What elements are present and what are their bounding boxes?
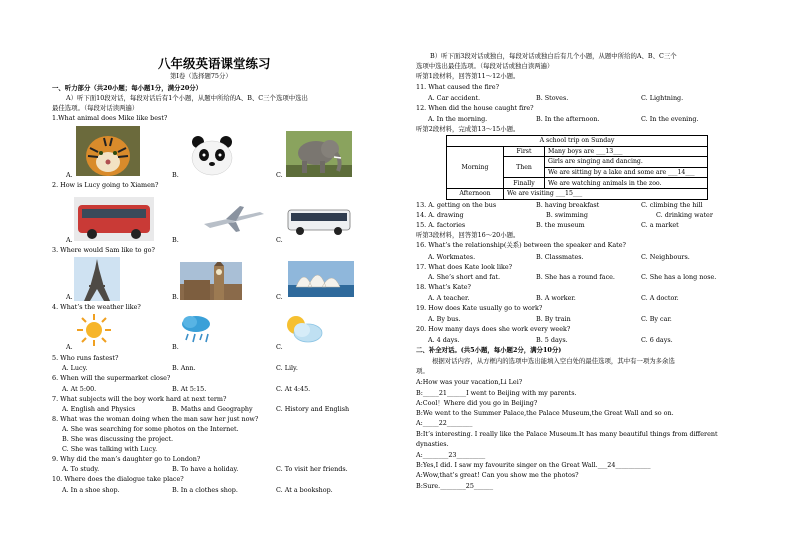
rainy-icon[interactable] bbox=[178, 312, 214, 348]
q14-option-c[interactable]: C. drinking water bbox=[656, 211, 713, 219]
question-12: 12. When did the house caught fire? bbox=[416, 104, 534, 112]
part1-head: 一、听力部分（共20小题；每小题1分，满分20分） bbox=[52, 84, 203, 92]
dialogue-line-1: A:How was your vacation,Li Lei? bbox=[416, 378, 523, 386]
question-3: 3. Where would Sam like to go? bbox=[52, 246, 155, 254]
dialogue-line-6: B:It’s interesting. I really like the Palace Museum.It has many beautiful things from different bbox=[416, 430, 718, 438]
q17-option-b[interactable]: B. She has a round face. bbox=[536, 273, 615, 281]
q10-option-a[interactable]: A. In a shoe shop. bbox=[62, 486, 120, 494]
sunny-icon[interactable] bbox=[76, 313, 112, 347]
dialogue-line-8: B:Yes,I did. I saw my favourite singer on the Great Wall.___24___________ bbox=[416, 461, 651, 469]
q11-option-b[interactable]: B. Stoves. bbox=[536, 94, 569, 102]
q8-option-a[interactable]: A. She was searching for some photos on the Internet. bbox=[62, 425, 239, 433]
table-afternoon-label: Afternoon bbox=[447, 188, 504, 199]
q7-option-a[interactable]: A. English and Physics bbox=[62, 405, 136, 413]
q19-option-c[interactable]: C. By car. bbox=[641, 315, 672, 323]
q4-option-a[interactable]: A. bbox=[66, 343, 73, 351]
question-9: 9. Why did the man’s daughter go to London? bbox=[52, 455, 201, 463]
q2-option-c[interactable]: C. bbox=[276, 236, 283, 244]
q17-option-a[interactable]: A. She’s short and fat. bbox=[428, 273, 501, 281]
q4-option-c[interactable]: C. bbox=[276, 343, 283, 351]
material-2-head: 听第2段材料，完成第13～15小题。 bbox=[416, 125, 520, 133]
q10-option-b[interactable]: B. In a clothes shop. bbox=[172, 486, 238, 494]
question-4: 4. What’s the weather like? bbox=[52, 303, 141, 311]
q18-option-c[interactable]: C. A doctor. bbox=[641, 294, 679, 302]
q15-option-a[interactable]: 15. A. factories bbox=[416, 221, 466, 229]
question-19: 19. How does Kate usually go to work? bbox=[416, 304, 543, 312]
q10-option-c[interactable]: C. At a bookshop. bbox=[276, 486, 333, 494]
partB-instruction-2: 选项中选出最佳选项。（每段对话或独白读两遍） bbox=[416, 62, 554, 70]
q3-option-c[interactable]: C. bbox=[276, 293, 283, 301]
q3-option-b[interactable]: B. bbox=[172, 293, 179, 301]
part2-instruction: 根据对话内容，从方框内的选项中选出能填入空白处的最佳选项，其中有一项为多余选 bbox=[432, 357, 675, 365]
q15-option-c[interactable]: C. a market bbox=[641, 221, 679, 229]
page-title: 八年级英语课堂练习 bbox=[158, 56, 271, 71]
q12-option-c[interactable]: C. In the evening. bbox=[641, 115, 699, 123]
q18-option-b[interactable]: B. A worker. bbox=[536, 294, 576, 302]
q1-option-b[interactable]: B. bbox=[172, 171, 179, 179]
partA-instruction: A）听下面10段对话，每段对话后有1个小题，从题中所给的A、B、C三个选项中选出 bbox=[66, 94, 308, 102]
q2-option-b[interactable]: B. bbox=[172, 236, 179, 244]
big-ben-photo[interactable] bbox=[180, 262, 242, 300]
question-2: 2. How is Lucy going to Xiamen? bbox=[52, 181, 159, 189]
q13-option-c[interactable]: C. climbing the hill bbox=[641, 201, 703, 209]
q20-option-a[interactable]: A. 4 days. bbox=[428, 336, 460, 344]
q9-option-c[interactable]: C. To visit her friends. bbox=[276, 465, 348, 473]
q11-option-c[interactable]: C. Lightning. bbox=[641, 94, 684, 102]
q2-option-a[interactable]: A. bbox=[66, 236, 73, 244]
dialogue-line-5: A:_____22________ bbox=[416, 419, 473, 427]
q16-option-b[interactable]: B. Classmates. bbox=[536, 253, 584, 261]
tour-bus-photo[interactable] bbox=[286, 206, 352, 236]
table-morning-label: Morning bbox=[447, 146, 504, 188]
table-afternoon-cell: We are visiting ___15___ bbox=[504, 188, 708, 199]
q12-option-a[interactable]: A. In the morning. bbox=[428, 115, 488, 123]
q19-option-a[interactable]: A. By bus. bbox=[428, 315, 461, 323]
opera-house-photo[interactable] bbox=[288, 261, 354, 297]
part2-head: 二、补全对话。(共5小题，每小题2分，满分10分) bbox=[416, 346, 562, 354]
q6-option-b[interactable]: B. At 5:15. bbox=[172, 385, 207, 393]
q5-option-a[interactable]: A. Lucy. bbox=[62, 364, 88, 372]
panda-photo[interactable] bbox=[182, 134, 242, 178]
part2-instruction-2: 项。 bbox=[416, 367, 429, 375]
question-16: 16. What’s the relationship(关系) between the speaker and Kate? bbox=[416, 241, 626, 249]
q12-option-b[interactable]: B. In the afternoon. bbox=[536, 115, 600, 123]
q5-option-c[interactable]: C. Lily. bbox=[276, 364, 298, 372]
q9-option-a[interactable]: A. To study. bbox=[62, 465, 100, 473]
table-first-label: First bbox=[504, 146, 545, 157]
section-head: 第Ⅰ卷（选择题75分） bbox=[170, 72, 232, 80]
table-first-cell: Many boys are ___13___ bbox=[545, 146, 708, 157]
material-1-head: 听第1段材料，回答第11～12小题。 bbox=[416, 72, 520, 80]
q1-option-a[interactable]: A. bbox=[66, 171, 73, 179]
question-7: 7. What subjects will the boy work hard at next term? bbox=[52, 395, 227, 403]
q18-option-a[interactable]: A. A teacher. bbox=[428, 294, 470, 302]
question-11: 11. What caused the fire? bbox=[416, 83, 500, 91]
question-8: 8. What was the woman doing when the man saw her just now? bbox=[52, 415, 259, 423]
q17-option-c[interactable]: C. She has a long nose. bbox=[641, 273, 717, 281]
q8-option-c[interactable]: C. She was talking with Lucy. bbox=[62, 445, 158, 453]
q20-option-b[interactable]: B. 5 days. bbox=[536, 336, 568, 344]
question-1: 1.What animal does Mike like best? bbox=[52, 114, 168, 122]
dialogue-line-3: A:Cool！Where did you go in Beijing? bbox=[416, 399, 538, 407]
q16-option-c[interactable]: C. Neighbours. bbox=[641, 253, 690, 261]
table-then-cell-1: Girls are singing and dancing. bbox=[545, 157, 708, 168]
q6-option-c[interactable]: C. At 4:45. bbox=[276, 385, 311, 393]
question-20: 20. How many days does she work every week? bbox=[416, 325, 571, 333]
partA-instruction-2: 最佳选项。（每段对话读两遍） bbox=[52, 104, 139, 112]
q11-option-a[interactable]: A. Car accident. bbox=[428, 94, 481, 102]
cloudy-sunny-icon[interactable] bbox=[282, 313, 324, 345]
dialogue-line-6b: dynasties. bbox=[416, 440, 449, 448]
q6-option-a[interactable]: A. At 5:00. bbox=[62, 385, 97, 393]
q4-option-b[interactable]: B. bbox=[172, 343, 179, 351]
dialogue-line-9: A:Wow,that’s great! Can you show me the photos? bbox=[416, 471, 579, 479]
q14-option-a[interactable]: 14. A. drawing bbox=[416, 211, 464, 219]
school-trip-table bbox=[446, 135, 708, 200]
table-finally-label: Finally bbox=[504, 178, 545, 189]
q9-option-b[interactable]: B. To have a holiday. bbox=[172, 465, 239, 473]
dialogue-line-4: B:We went to the Summer Palace,the Palace Museum,the Great Wall and so on. bbox=[416, 409, 674, 417]
table-then-label: Then bbox=[504, 157, 545, 178]
partB-instruction: B）听下面3段对话或独白，每段对话或独白后有几个小题，从题中所给的A、B、C三个 bbox=[430, 52, 677, 60]
question-10: 10. Where does the dialogue take place? bbox=[52, 475, 184, 483]
question-5: 5. Who runs fastest? bbox=[52, 354, 119, 362]
q19-option-b[interactable]: B. By train bbox=[536, 315, 571, 323]
airplane-photo[interactable] bbox=[200, 204, 266, 234]
q8-option-b[interactable]: B. She was discussing the project. bbox=[62, 435, 174, 443]
eiffel-tower-photo[interactable] bbox=[74, 257, 120, 301]
q14-option-b[interactable]: B. swimming bbox=[546, 211, 588, 219]
tiger-photo[interactable] bbox=[76, 126, 140, 176]
q7-option-b[interactable]: B. Maths and Geography bbox=[172, 405, 253, 413]
table-title: A school trip on Sunday bbox=[447, 136, 708, 147]
dialogue-line-7: A:________23_________ bbox=[416, 451, 486, 459]
q20-option-c[interactable]: C. 6 days. bbox=[641, 336, 673, 344]
q13-option-a[interactable]: 13. A. getting on the bus bbox=[416, 201, 497, 209]
question-6: 6. When will the supermarket close? bbox=[52, 374, 171, 382]
table-then-cell-2: We are sitting by a lake and some are ___14___ bbox=[545, 167, 708, 178]
q15-option-b[interactable]: B. the museum bbox=[536, 221, 585, 229]
q7-option-c[interactable]: C. History and English bbox=[276, 405, 350, 413]
q1-option-c[interactable]: C. bbox=[276, 171, 283, 179]
dialogue-line-10: B:Sure.________25______ bbox=[416, 482, 494, 490]
material-3-head: 听第3段材料，回答第16～20小题。 bbox=[416, 231, 520, 239]
question-18: 18. What’s Kate? bbox=[416, 283, 471, 291]
q13-option-b[interactable]: B. having breakfast bbox=[536, 201, 600, 209]
bus-photo[interactable] bbox=[74, 197, 154, 241]
q3-option-a[interactable]: A. bbox=[66, 293, 73, 301]
question-17: 17. What does Kate look like? bbox=[416, 263, 513, 271]
q5-option-b[interactable]: B. Ann. bbox=[172, 364, 196, 372]
q16-option-a[interactable]: A. Workmates. bbox=[428, 253, 476, 261]
elephant-photo[interactable] bbox=[286, 131, 352, 177]
dialogue-line-2: B:_____21______I went to Beijing with my parents. bbox=[416, 389, 577, 397]
table-finally-cell: We are watching animals in the zoo. bbox=[545, 178, 708, 189]
